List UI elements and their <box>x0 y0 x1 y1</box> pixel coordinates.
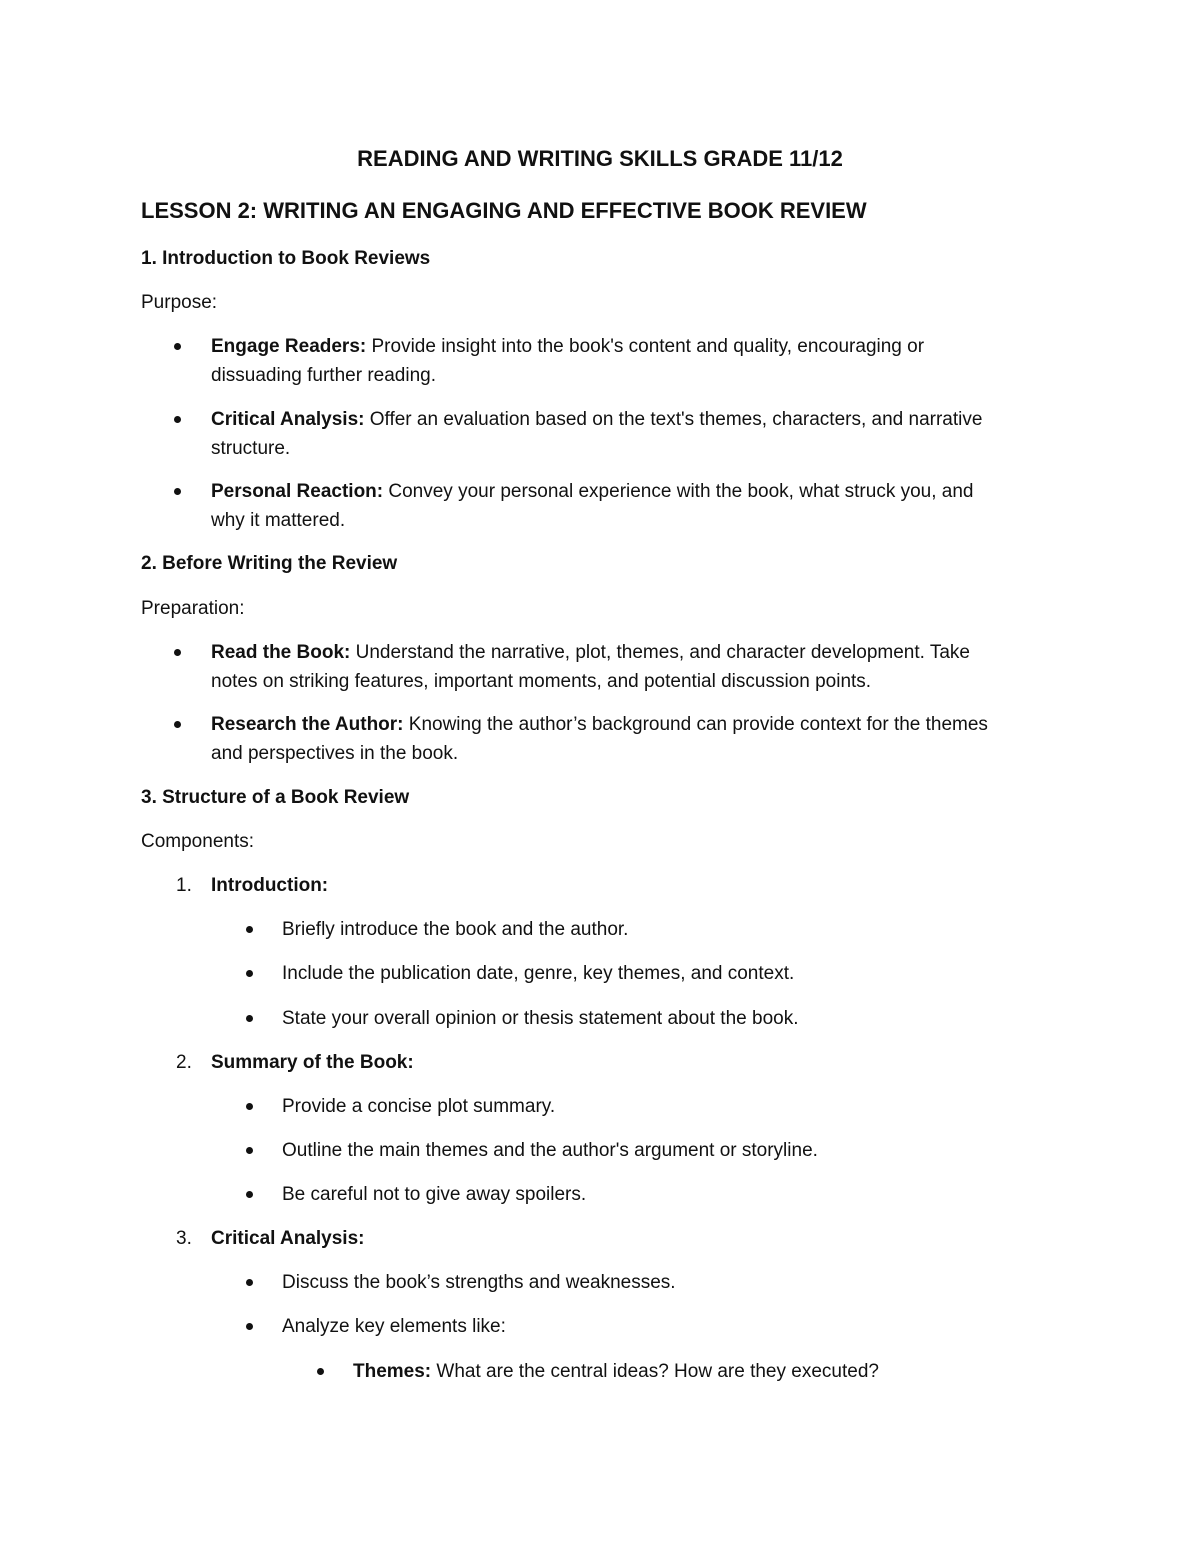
component-title: Introduction: <box>211 875 329 896</box>
bullet-icon <box>174 343 181 350</box>
sub-list-item: Themes: What are the central ideas? How are they executed? <box>353 1361 879 1382</box>
list-item-continuation: notes on striking features, important moments, and potential discussion points. <box>211 671 872 692</box>
bullet-icon <box>246 970 253 977</box>
list-item: Research the Author: Knowing the author’s background can provide context for the themes <box>211 714 988 735</box>
bullet-icon <box>174 488 181 495</box>
list-item: Discuss the book’s strengths and weaknesses. <box>282 1272 676 1293</box>
list-number: 2. <box>176 1052 192 1073</box>
section-heading: 2. Before Writing the Review <box>141 553 398 574</box>
lesson-title: LESSON 2: WRITING AN ENGAGING AND EFFECTIVE BOOK REVIEW <box>141 198 867 223</box>
component-title: Critical Analysis: <box>211 1228 365 1249</box>
bullet-icon <box>246 1323 253 1330</box>
bullet-icon <box>246 926 253 933</box>
bullet-icon <box>246 1103 253 1110</box>
list-item: Read the Book: Understand the narrative, plot, themes, and character development. Take <box>211 642 970 663</box>
section-label: Purpose: <box>141 292 218 313</box>
list-item-continuation: structure. <box>211 438 291 459</box>
list-item-continuation: and perspectives in the book. <box>211 743 459 764</box>
list-item: Outline the main themes and the author's argument or storyline. <box>282 1140 818 1161</box>
list-item-continuation: dissuading further reading. <box>211 365 436 386</box>
list-number: 3. <box>176 1228 192 1249</box>
bullet-icon <box>317 1368 324 1375</box>
section-label: Components: <box>141 831 255 852</box>
list-item: Be careful not to give away spoilers. <box>282 1184 587 1205</box>
list-item: Personal Reaction: Convey your personal experience with the book, what struck you, and <box>211 481 974 502</box>
document-title: READING AND WRITING SKILLS GRADE 11/12 <box>357 146 843 171</box>
list-item: Critical Analysis: Offer an evaluation based on the text's themes, characters, and narrative <box>211 409 983 430</box>
bullet-icon <box>174 649 181 656</box>
list-item: State your overall opinion or thesis statement about the book. <box>282 1008 799 1029</box>
section-heading: 3. Structure of a Book Review <box>141 787 410 808</box>
bullet-icon <box>246 1147 253 1154</box>
list-item: Analyze key elements like: <box>282 1316 506 1337</box>
list-item: Provide a concise plot summary. <box>282 1096 556 1117</box>
bullet-icon <box>246 1191 253 1198</box>
list-number: 1. <box>176 875 192 896</box>
list-item: Engage Readers: Provide insight into the book's content and quality, encouraging or <box>211 336 925 357</box>
bullet-icon <box>174 416 181 423</box>
section-heading: 1. Introduction to Book Reviews <box>141 248 431 269</box>
list-item: Include the publication date, genre, key themes, and context. <box>282 963 795 984</box>
bullet-icon <box>246 1015 253 1022</box>
section-label: Preparation: <box>141 598 245 619</box>
bullet-icon <box>174 721 181 728</box>
component-title: Summary of the Book: <box>211 1052 414 1073</box>
list-item: Briefly introduce the book and the author. <box>282 919 629 940</box>
list-item-continuation: why it mattered. <box>211 510 346 531</box>
bullet-icon <box>246 1279 253 1286</box>
